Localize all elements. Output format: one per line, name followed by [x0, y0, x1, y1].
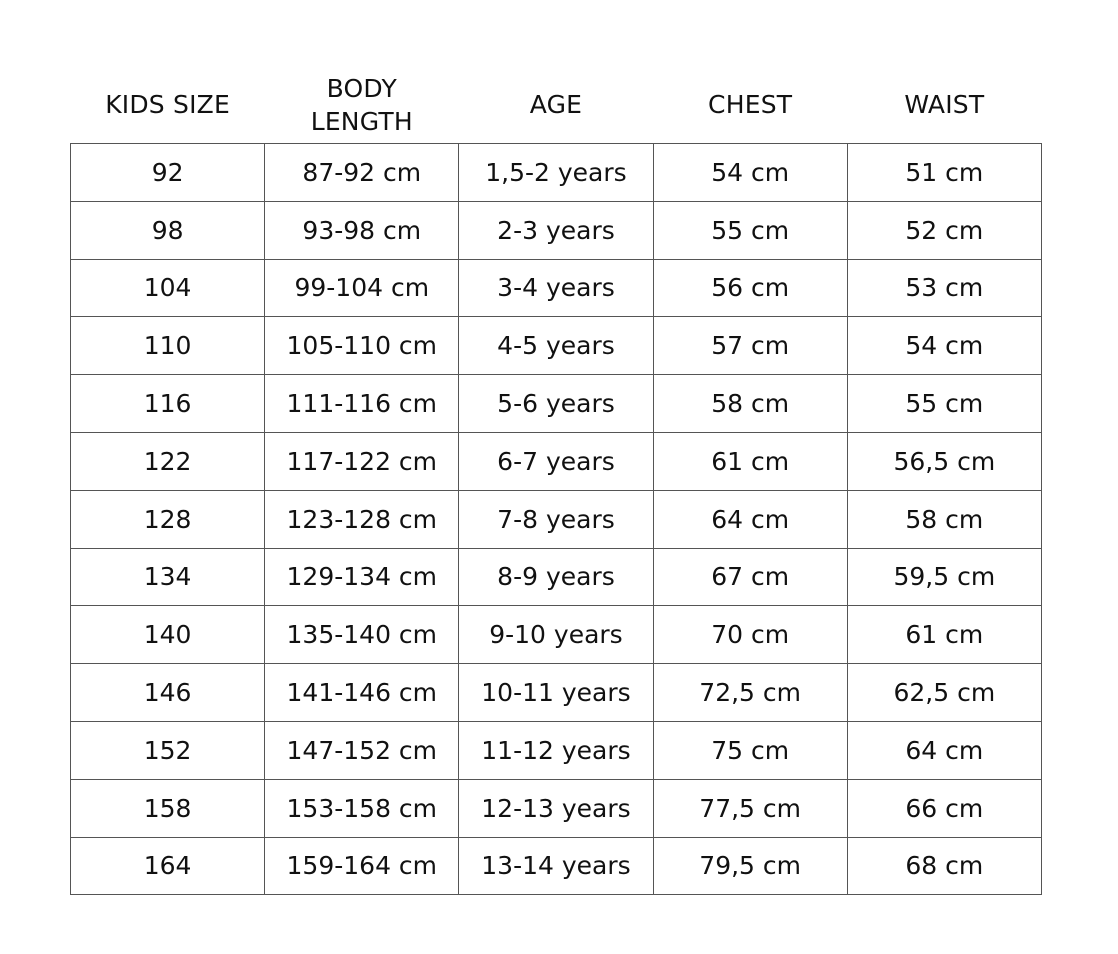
waist-cell: 51 cm [847, 144, 1041, 202]
kids-size-cell: 116 [71, 375, 265, 433]
header-kids-size-label: KIDS SIZE [105, 90, 230, 119]
header-chest-label: CHEST [708, 90, 793, 119]
kids-size-cell: 128 [71, 490, 265, 548]
age-cell: 3-4 years [459, 259, 653, 317]
chest-cell: 67 cm [653, 548, 847, 606]
waist-cell: 61 cm [847, 606, 1041, 664]
kids-size-cell: 158 [71, 779, 265, 837]
waist-cell: 59,5 cm [847, 548, 1041, 606]
waist-cell: 56,5 cm [847, 432, 1041, 490]
age-cell: 12-13 years [459, 779, 653, 837]
body-length-cell: 93-98 cm [265, 201, 459, 259]
age-cell: 9-10 years [459, 606, 653, 664]
table-row [71, 779, 1042, 837]
age-cell: 10-11 years [459, 664, 653, 722]
header-waist-label: WAIST [904, 90, 985, 119]
chest-cell: 77,5 cm [653, 779, 847, 837]
body-length-cell: 123-128 cm [265, 490, 459, 548]
table-row [71, 664, 1042, 722]
age-cell: 1,5-2 years [459, 144, 653, 202]
age-cell: 11-12 years [459, 721, 653, 779]
waist-cell: 52 cm [847, 201, 1041, 259]
body-length-cell: 129-134 cm [265, 548, 459, 606]
body-length-cell: 117-122 cm [265, 432, 459, 490]
header-body-length [265, 66, 459, 144]
chest-cell: 54 cm [653, 144, 847, 202]
chest-cell: 70 cm [653, 606, 847, 664]
size-chart-table [70, 66, 1042, 895]
kids-size-cell: 104 [71, 259, 265, 317]
table-row [71, 201, 1042, 259]
header-body-length-line-1: BODY [326, 73, 397, 103]
kids-size-cell: 164 [71, 837, 265, 895]
table-row [71, 144, 1042, 202]
table-row [71, 837, 1042, 895]
kids-size-cell: 134 [71, 548, 265, 606]
chest-cell: 58 cm [653, 375, 847, 433]
age-cell: 6-7 years [459, 432, 653, 490]
kids-size-cell: 122 [71, 432, 265, 490]
waist-cell: 58 cm [847, 490, 1041, 548]
age-cell: 8-9 years [459, 548, 653, 606]
header-age-label: AGE [529, 90, 583, 119]
table-row [71, 375, 1042, 433]
waist-cell: 54 cm [847, 317, 1041, 375]
kids-size-cell: 92 [71, 144, 265, 202]
chest-cell: 64 cm [653, 490, 847, 548]
age-cell: 5-6 years [459, 375, 653, 433]
kids-size-cell: 146 [71, 664, 265, 722]
waist-cell: 53 cm [847, 259, 1041, 317]
table-row [71, 548, 1042, 606]
body-length-cell: 135-140 cm [265, 606, 459, 664]
header-waist [847, 66, 1041, 144]
age-cell: 7-8 years [459, 490, 653, 548]
body-length-cell: 99-104 cm [265, 259, 459, 317]
chest-cell: 79,5 cm [653, 837, 847, 895]
body-length-cell: 141-146 cm [265, 664, 459, 722]
chest-cell: 61 cm [653, 432, 847, 490]
body-length-cell: 87-92 cm [265, 144, 459, 202]
header-row [71, 66, 1042, 144]
header-body-length-line-2: LENGTH [310, 106, 413, 136]
chest-cell: 57 cm [653, 317, 847, 375]
table-row [71, 721, 1042, 779]
waist-cell: 55 cm [847, 375, 1041, 433]
table-row [71, 259, 1042, 317]
body-length-cell: 147-152 cm [265, 721, 459, 779]
header-kids-size [71, 66, 265, 144]
age-cell: 4-5 years [459, 317, 653, 375]
chest-cell: 55 cm [653, 201, 847, 259]
chest-cell: 72,5 cm [653, 664, 847, 722]
age-cell: 2-3 years [459, 201, 653, 259]
table-row [71, 606, 1042, 664]
waist-cell: 66 cm [847, 779, 1041, 837]
table-row [71, 432, 1042, 490]
kids-size-cell: 110 [71, 317, 265, 375]
table-row [71, 490, 1042, 548]
waist-cell: 62,5 cm [847, 664, 1041, 722]
table-body [71, 144, 1042, 895]
body-length-cell: 105-110 cm [265, 317, 459, 375]
age-cell: 13-14 years [459, 837, 653, 895]
body-length-cell: 111-116 cm [265, 375, 459, 433]
chest-cell: 75 cm [653, 721, 847, 779]
body-length-cell: 153-158 cm [265, 779, 459, 837]
body-length-cell: 159-164 cm [265, 837, 459, 895]
header-chest [653, 66, 847, 144]
table-row [71, 317, 1042, 375]
kids-size-cell: 98 [71, 201, 265, 259]
kids-size-cell: 140 [71, 606, 265, 664]
header-age [459, 66, 653, 144]
chest-cell: 56 cm [653, 259, 847, 317]
table-header [71, 66, 1042, 144]
waist-cell: 64 cm [847, 721, 1041, 779]
kids-size-cell: 152 [71, 721, 265, 779]
waist-cell: 68 cm [847, 837, 1041, 895]
